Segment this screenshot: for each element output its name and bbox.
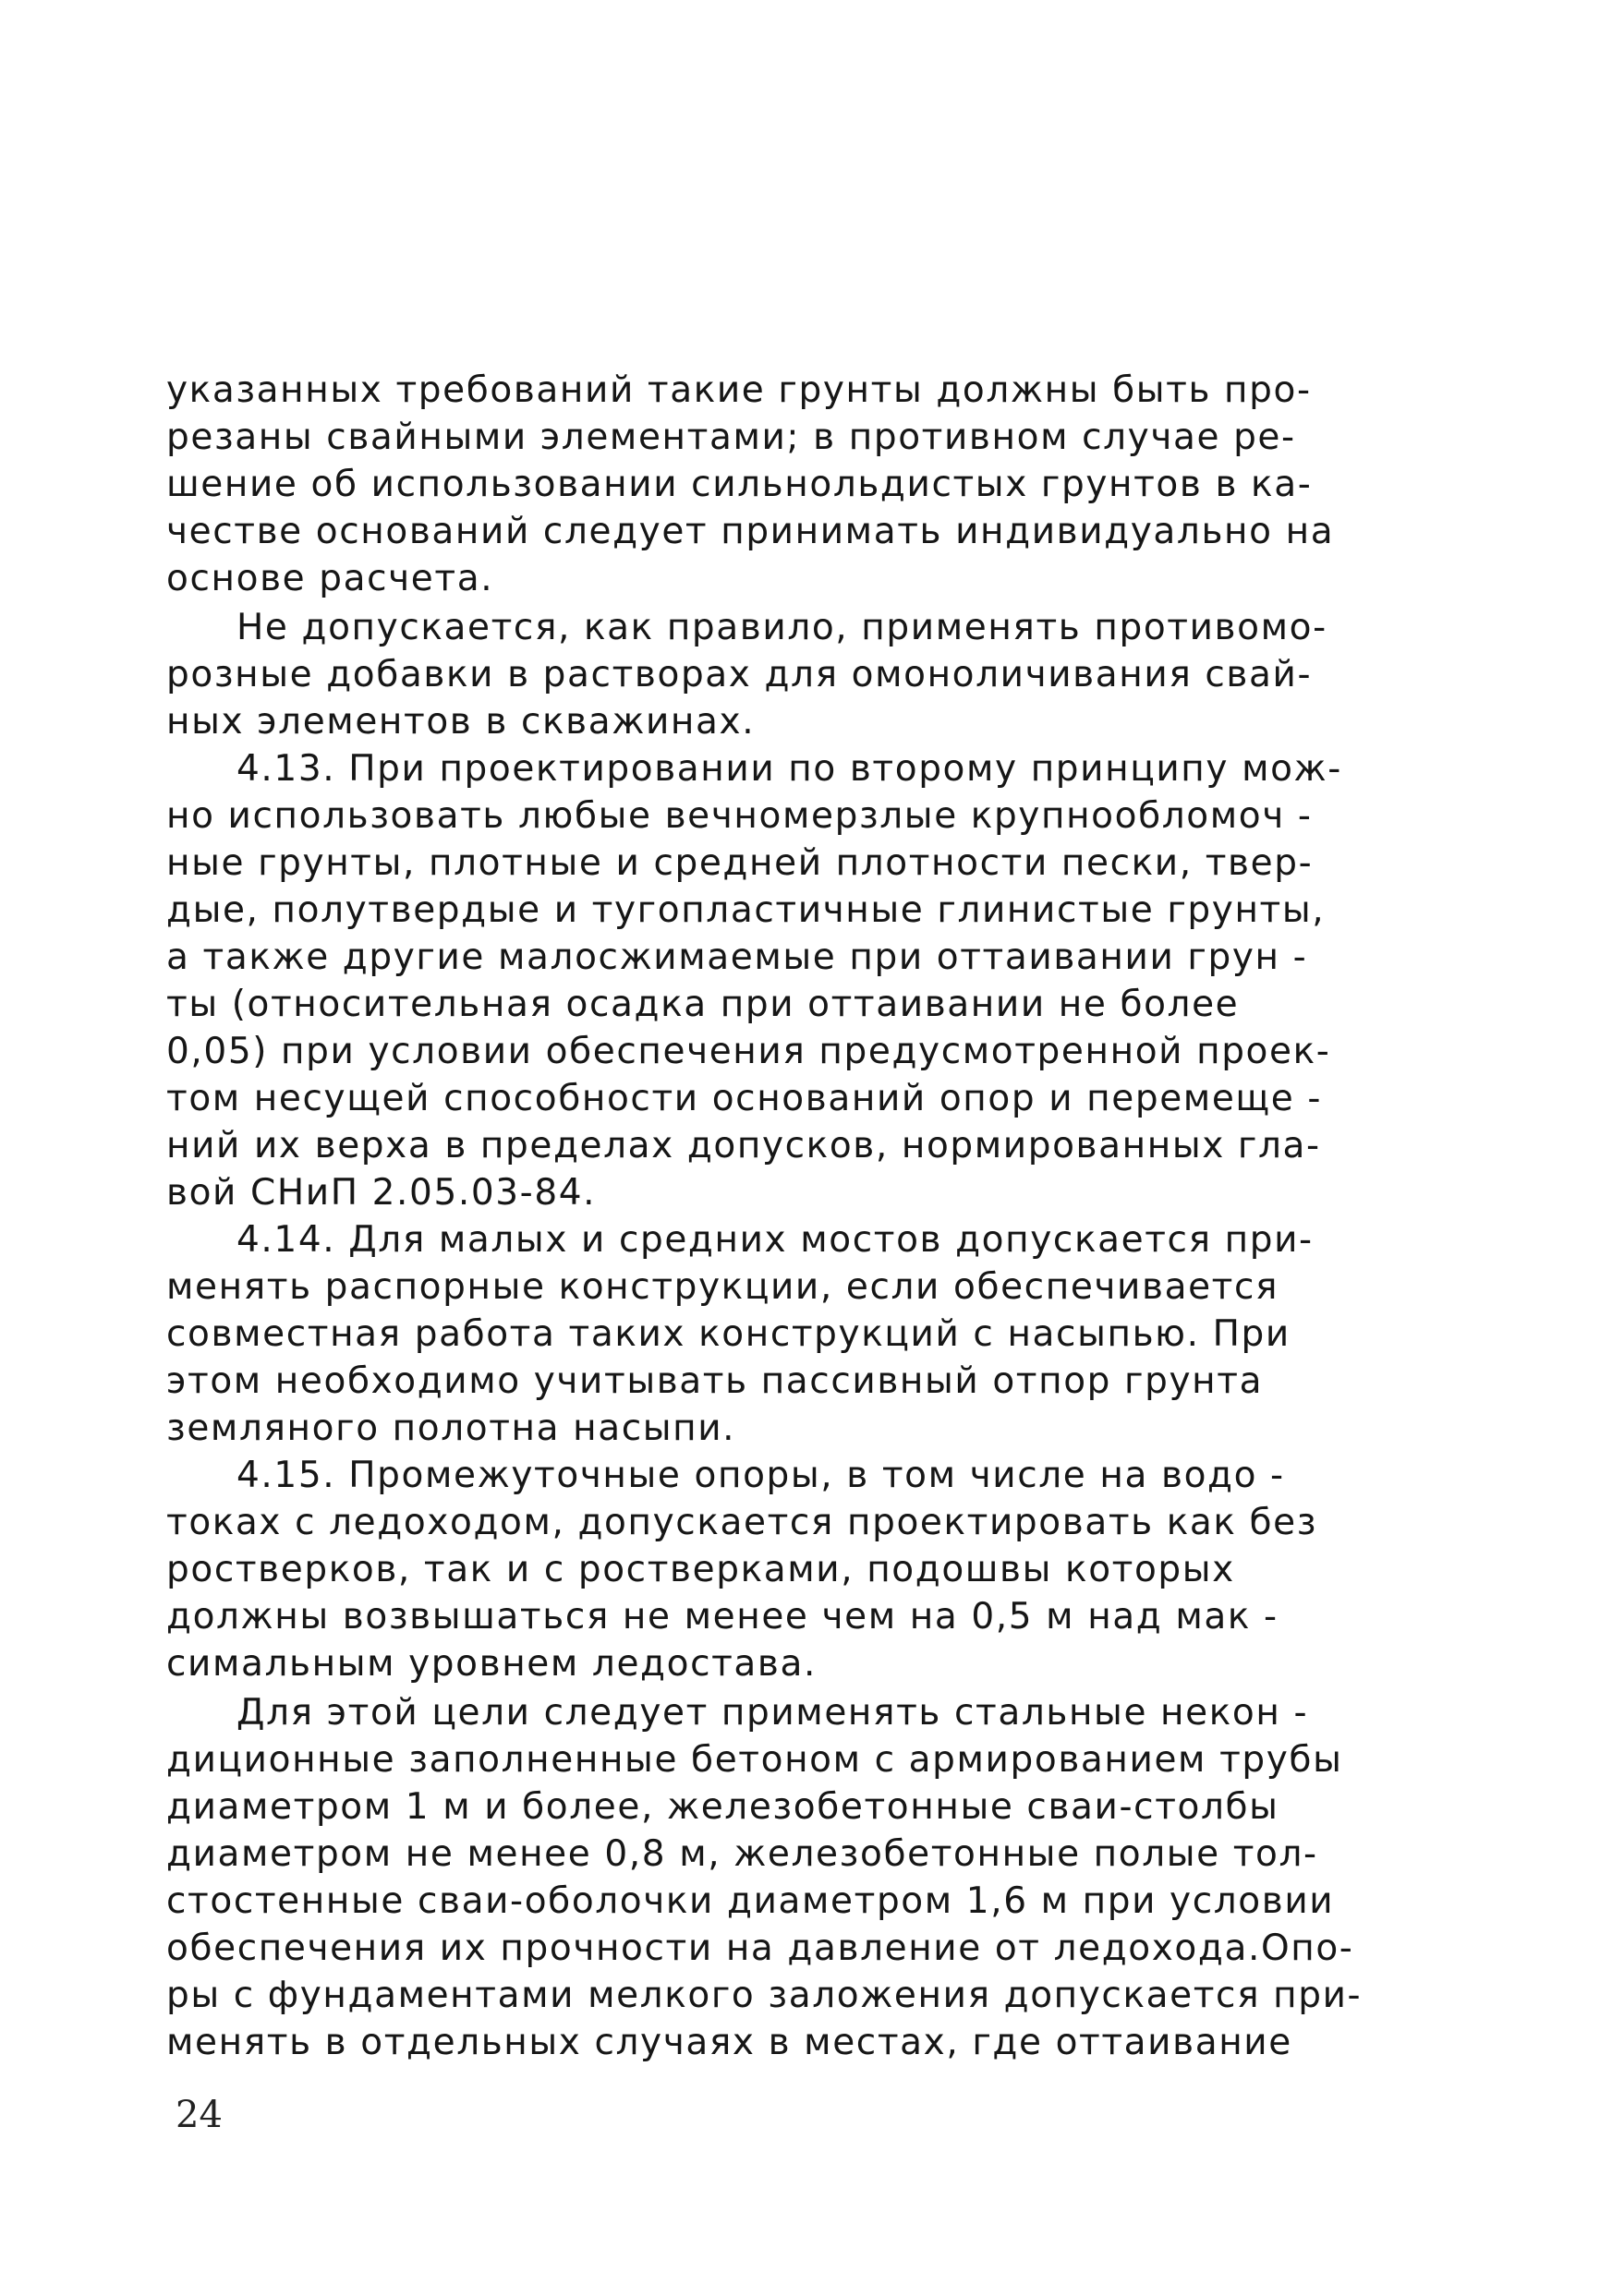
text-line: менять распорные конструкции, если обеспечивается bbox=[166, 1266, 1279, 1308]
text-line: диаметром не менее 0,8 м, железобетонные полые тол- bbox=[166, 1833, 1318, 1875]
text-line: Не допускается, как правило, применять противомо- bbox=[236, 607, 1327, 648]
text-line: 4.14. Для малых и средних мостов допускается при- bbox=[236, 1219, 1314, 1261]
text-line: честве оснований следует принимать индивидуально на bbox=[166, 511, 1335, 552]
text-line: обеспечения их прочности на давление от ледохода.Опо- bbox=[166, 1927, 1354, 1969]
text-line: токах с ледоходом, допускается проектировать как без bbox=[166, 1502, 1318, 1543]
text-line: указанных требований такие грунты должны быть про- bbox=[166, 369, 1312, 411]
text-line: дые, полутвердые и тугопластичные глинистые грунты, bbox=[166, 889, 1326, 931]
text-line: менять в отдельных случаях в местах, где оттаивание bbox=[166, 2022, 1292, 2063]
text-line: земляного полотна насыпи. bbox=[166, 1408, 736, 1449]
text-line: ные грунты, плотные и средней плотности пески, твер- bbox=[166, 842, 1314, 884]
text-line: Для этой цели следует применять стальные некон - bbox=[236, 1692, 1309, 1734]
text-line: резаны свайными элементами; в противном случае ре- bbox=[166, 417, 1296, 458]
text-line: этом необходимо учитывать пассивный отпор грунта bbox=[166, 1360, 1264, 1402]
text-line: ры с фундаментами мелкого заложения допускается при- bbox=[166, 1975, 1363, 2016]
text-line: стостенные сваи-оболочки диаметром 1,6 м при условии bbox=[166, 1880, 1335, 1922]
text-line: ростверков, так и с ростверками, подошвы которых bbox=[166, 1549, 1235, 1590]
text-line: должны возвышаться не менее чем на 0,5 м над мак - bbox=[166, 1596, 1279, 1637]
text-line: 0,05) при условии обеспечения предусмотренной проек- bbox=[166, 1031, 1331, 1072]
text-line: диционные заполненные бетоном с армированием трубы bbox=[166, 1739, 1343, 1781]
text-line: 4.15. Промежуточные опоры, в том числе на водо - bbox=[236, 1455, 1285, 1496]
text-line: основе расчета. bbox=[166, 558, 494, 599]
text-line: совместная работа таких конструкций с насыпью. При bbox=[166, 1313, 1291, 1355]
text-line: ных элементов в скважинах. bbox=[166, 701, 756, 743]
text-line: 4.13. При проектировании по второму принципу мож- bbox=[236, 748, 1342, 790]
text-line: но использовать любые вечномерзлые крупнообломоч - bbox=[166, 795, 1313, 837]
text-line: ний их верха в пределах допусков, нормированных гла- bbox=[166, 1125, 1321, 1166]
page-number: 24 bbox=[176, 2094, 223, 2136]
text-line: вой СНиП 2.05.03-84. bbox=[166, 1172, 597, 1214]
text-line: симальным уровнем ледостава. bbox=[166, 1643, 818, 1685]
text-line: шение об использовании сильнольдистых грунтов в ка- bbox=[166, 464, 1313, 505]
text-line: диаметром 1 м и более, железобетонные сваи-столбы bbox=[166, 1786, 1279, 1828]
text-line: ты (относительная осадка при оттаивании не более bbox=[166, 984, 1240, 1025]
text-line: а также другие малосжимаемые при оттаивании грун - bbox=[166, 937, 1308, 978]
text-line: том несущей способности оснований опор и перемеще - bbox=[166, 1078, 1323, 1119]
text-line: розные добавки в растворах для омоноличивания свай- bbox=[166, 654, 1313, 695]
